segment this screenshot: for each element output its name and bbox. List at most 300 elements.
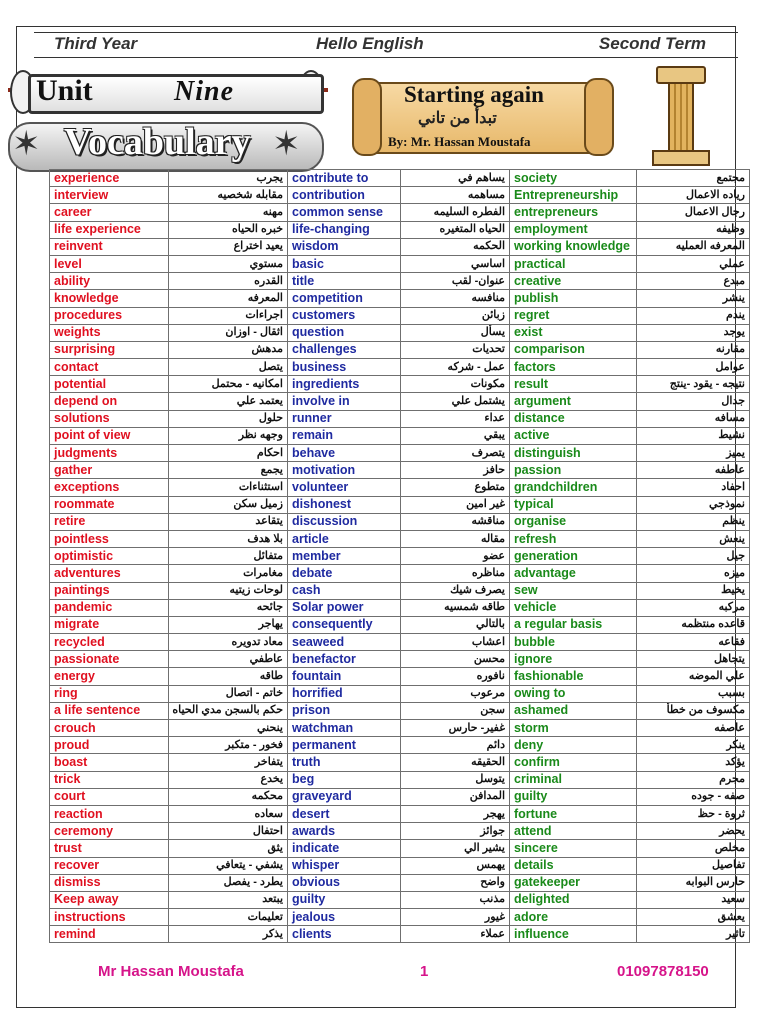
word-english: details xyxy=(510,857,637,874)
word-arabic: يتصرف xyxy=(401,445,510,462)
word-arabic: يوجد xyxy=(637,324,750,341)
word-arabic: غير امين xyxy=(401,496,510,513)
table-row xyxy=(50,255,750,272)
word-arabic: ميزه xyxy=(637,565,750,582)
word-arabic: عضو xyxy=(401,548,510,565)
word-english: career xyxy=(50,204,169,221)
word-arabic: عملي xyxy=(637,255,750,272)
word-arabic: يسأل xyxy=(401,324,510,341)
word-arabic: حافز xyxy=(401,462,510,479)
footer-phone: 01097878150 xyxy=(617,963,709,980)
table-row xyxy=(50,187,750,204)
word-arabic: مقارنه xyxy=(637,341,750,358)
pillar-icon xyxy=(632,66,722,164)
word-english: prison xyxy=(288,702,401,719)
word-english: creative xyxy=(510,273,637,290)
unit-number: Nine xyxy=(174,76,234,107)
word-english: weights xyxy=(50,324,169,341)
word-english: practical xyxy=(510,255,637,272)
word-arabic: اثقال - اوزان xyxy=(169,324,288,341)
table-row xyxy=(50,754,750,771)
word-arabic: يساهم في xyxy=(401,170,510,187)
table-row xyxy=(50,513,750,530)
table-row xyxy=(50,238,750,255)
word-arabic: متفائل xyxy=(169,548,288,565)
word-arabic: اعشاب xyxy=(401,634,510,651)
word-arabic: امكانيه - محتمل xyxy=(169,376,288,393)
table-row xyxy=(50,479,750,496)
word-english: customers xyxy=(288,307,401,324)
word-english: distance xyxy=(510,410,637,427)
word-english: pointless xyxy=(50,530,169,547)
word-english: surprising xyxy=(50,341,169,358)
word-english: consequently xyxy=(288,616,401,633)
word-english: potential xyxy=(50,376,169,393)
word-english: exceptions xyxy=(50,479,169,496)
word-english: obvious xyxy=(288,874,401,891)
table-row xyxy=(50,170,750,187)
table-row xyxy=(50,805,750,822)
word-english: remind xyxy=(50,926,169,943)
word-english: debate xyxy=(288,565,401,582)
word-english: working knowledge xyxy=(510,238,637,255)
word-english: passionate xyxy=(50,651,169,668)
table-row xyxy=(50,204,750,221)
word-english: volunteer xyxy=(288,479,401,496)
word-english: attend xyxy=(510,823,637,840)
word-arabic: سعيد xyxy=(637,891,750,908)
word-english: Keep away xyxy=(50,891,169,908)
word-arabic: سعاده xyxy=(169,805,288,822)
word-english: interview xyxy=(50,187,169,204)
word-arabic: تحديات xyxy=(401,341,510,358)
word-arabic: يجرب xyxy=(169,170,288,187)
word-arabic: عملاء xyxy=(401,926,510,943)
table-row xyxy=(50,685,750,702)
word-arabic: طاقه xyxy=(169,668,288,685)
word-arabic: يهاجر xyxy=(169,616,288,633)
word-arabic: مناظره xyxy=(401,565,510,582)
word-arabic: يشير الي xyxy=(401,840,510,857)
word-arabic: ينظم xyxy=(637,513,750,530)
word-arabic: تفاصيل xyxy=(637,857,750,874)
table-row xyxy=(50,359,750,376)
word-english: distinguish xyxy=(510,445,637,462)
word-arabic: اساسي xyxy=(401,255,510,272)
word-arabic: تعليمات xyxy=(169,909,288,926)
word-english: fortune xyxy=(510,805,637,822)
word-english: grandchildren xyxy=(510,479,637,496)
word-english: exist xyxy=(510,324,637,341)
word-english: indicate xyxy=(288,840,401,857)
word-arabic: جيل xyxy=(637,548,750,565)
page-header xyxy=(34,32,738,58)
word-arabic: منافسه xyxy=(401,290,510,307)
word-arabic: بالتالي xyxy=(401,616,510,633)
word-arabic: يتفاخر xyxy=(169,754,288,771)
word-arabic: واضح xyxy=(401,874,510,891)
word-english: vehicle xyxy=(510,599,637,616)
word-english: employment xyxy=(510,221,637,238)
word-arabic: عداء xyxy=(401,410,510,427)
word-english: member xyxy=(288,548,401,565)
word-english: pandemic xyxy=(50,599,169,616)
word-arabic: نتيجه - يقود -ينتج xyxy=(637,376,750,393)
word-english: adventures xyxy=(50,565,169,582)
word-arabic: يطرد - يفصل xyxy=(169,874,288,891)
word-arabic: حكم بالسجن مدي الحياه xyxy=(169,702,288,719)
word-english: point of view xyxy=(50,427,169,444)
word-english: bubble xyxy=(510,634,637,651)
word-arabic: ينعش xyxy=(637,530,750,547)
table-row xyxy=(50,909,750,926)
word-arabic: مركبه xyxy=(637,599,750,616)
word-english: factors xyxy=(510,359,637,376)
word-english: generation xyxy=(510,548,637,565)
word-arabic: مخلص xyxy=(637,840,750,857)
word-english: adore xyxy=(510,909,637,926)
word-arabic: مقابله شخصيه xyxy=(169,187,288,204)
word-arabic: يصرف شيك xyxy=(401,582,510,599)
word-arabic: مقاله xyxy=(401,530,510,547)
word-arabic: احتفال xyxy=(169,823,288,840)
word-arabic: خاتم - اتصال xyxy=(169,685,288,702)
word-arabic: مغامرات xyxy=(169,565,288,582)
word-english: reaction xyxy=(50,805,169,822)
word-arabic: يتجاهل xyxy=(637,651,750,668)
word-english: beg xyxy=(288,771,401,788)
table-row xyxy=(50,874,750,891)
word-english: life-changing xyxy=(288,221,401,238)
word-arabic: عاصفه xyxy=(637,720,750,737)
word-arabic: يجمع xyxy=(169,462,288,479)
star-icon: ✶ xyxy=(12,125,41,163)
word-english: migrate xyxy=(50,616,169,633)
table-row xyxy=(50,496,750,513)
word-english: dishonest xyxy=(288,496,401,513)
word-english: refresh xyxy=(510,530,637,547)
word-english: contribute to xyxy=(288,170,401,187)
word-arabic: جوائز xyxy=(401,823,510,840)
table-row xyxy=(50,273,750,290)
word-arabic: مكسوف من خطأ xyxy=(637,702,750,719)
word-english: comparison xyxy=(510,341,637,358)
word-english: discussion xyxy=(288,513,401,530)
word-arabic: نشيط xyxy=(637,427,750,444)
word-english: Entrepreneurship xyxy=(510,187,637,204)
word-arabic: رياده الاعمال xyxy=(637,187,750,204)
word-arabic: الحكمه xyxy=(401,238,510,255)
word-english: involve in xyxy=(288,393,401,410)
word-english: paintings xyxy=(50,582,169,599)
word-english: ring xyxy=(50,685,169,702)
word-arabic: جدال xyxy=(637,393,750,410)
table-row xyxy=(50,221,750,238)
word-english: level xyxy=(50,255,169,272)
word-arabic: محسن xyxy=(401,651,510,668)
word-english: question xyxy=(288,324,401,341)
word-english: gather xyxy=(50,462,169,479)
word-arabic: ينشر xyxy=(637,290,750,307)
word-english: confirm xyxy=(510,754,637,771)
word-english: life experience xyxy=(50,221,169,238)
word-english: trick xyxy=(50,771,169,788)
table-row xyxy=(50,857,750,874)
word-english: whisper xyxy=(288,857,401,874)
word-arabic: يهمس xyxy=(401,857,510,874)
word-english: depend on xyxy=(50,393,169,410)
table-row xyxy=(50,702,750,719)
word-arabic: قاعده منتظمه xyxy=(637,616,750,633)
word-english: boast xyxy=(50,754,169,771)
word-arabic: متطوع xyxy=(401,479,510,496)
word-english: reinvent xyxy=(50,238,169,255)
word-english: roommate xyxy=(50,496,169,513)
table-row xyxy=(50,840,750,857)
star-icon: ✶ xyxy=(272,125,301,163)
word-english: publish xyxy=(510,290,637,307)
word-arabic: مبدع xyxy=(637,273,750,290)
word-arabic: مهنه xyxy=(169,204,288,221)
word-arabic: طاقه شمسيه xyxy=(401,599,510,616)
word-english: fashionable xyxy=(510,668,637,685)
word-arabic: رجال الاعمال xyxy=(637,204,750,221)
word-english: gatekeeper xyxy=(510,874,637,891)
word-english: delighted xyxy=(510,891,637,908)
word-english: entrepreneurs xyxy=(510,204,637,221)
word-arabic: علي الموضه xyxy=(637,668,750,685)
table-row xyxy=(50,599,750,616)
word-arabic: احكام xyxy=(169,445,288,462)
table-row xyxy=(50,462,750,479)
word-arabic: الحقيقه xyxy=(401,754,510,771)
word-arabic: يعشق xyxy=(637,909,750,926)
table-row xyxy=(50,376,750,393)
word-arabic: الحياه المتغيره xyxy=(401,221,510,238)
word-arabic: يبقي xyxy=(401,427,510,444)
word-arabic: الفطره السليمه xyxy=(401,204,510,221)
scroll-roll-left xyxy=(352,78,382,156)
table-row xyxy=(50,771,750,788)
word-arabic: ينكر xyxy=(637,737,750,754)
word-english: truth xyxy=(288,754,401,771)
word-english: ingredients xyxy=(288,376,401,393)
word-arabic: يشفي - يتعافي xyxy=(169,857,288,874)
table-row xyxy=(50,324,750,341)
word-english: sincere xyxy=(510,840,637,857)
word-english: runner xyxy=(288,410,401,427)
word-english: ability xyxy=(50,273,169,290)
word-english: permanent xyxy=(288,737,401,754)
word-english: ignore xyxy=(510,651,637,668)
word-arabic: اجراءات xyxy=(169,307,288,324)
word-arabic: يخدع xyxy=(169,771,288,788)
word-english: criminal xyxy=(510,771,637,788)
word-arabic: مسافه xyxy=(637,410,750,427)
word-arabic: المعرفه xyxy=(169,290,288,307)
word-arabic: استثناءات xyxy=(169,479,288,496)
word-arabic: دائم xyxy=(401,737,510,754)
word-arabic: يندم xyxy=(637,307,750,324)
word-arabic: عنوان- لقب xyxy=(401,273,510,290)
word-arabic: بلا هدف xyxy=(169,530,288,547)
word-english: a life sentence xyxy=(50,702,169,719)
table-row xyxy=(50,668,750,685)
header-book: Hello English xyxy=(316,34,424,53)
vocabulary-table xyxy=(49,169,750,943)
word-english: influence xyxy=(510,926,637,943)
word-english: competition xyxy=(288,290,401,307)
word-english: retire xyxy=(50,513,169,530)
word-english: seaweed xyxy=(288,634,401,651)
word-arabic: مرعوب xyxy=(401,685,510,702)
word-arabic: وجهه نظر xyxy=(169,427,288,444)
word-english: owing to xyxy=(510,685,637,702)
word-arabic: مناقشه xyxy=(401,513,510,530)
lesson-author: By: Mr. Hassan Moustafa xyxy=(388,134,531,149)
word-english: advantage xyxy=(510,565,637,582)
word-arabic: حلول xyxy=(169,410,288,427)
word-english: optimistic xyxy=(50,548,169,565)
word-english: result xyxy=(510,376,637,393)
word-english: society xyxy=(510,170,637,187)
word-arabic: مستوي xyxy=(169,255,288,272)
table-row xyxy=(50,393,750,410)
word-english: awards xyxy=(288,823,401,840)
word-english: trust xyxy=(50,840,169,857)
word-english: court xyxy=(50,788,169,805)
table-row xyxy=(50,737,750,754)
footer-author: Mr Hassan Moustafa xyxy=(98,963,244,980)
word-english: sew xyxy=(510,582,637,599)
word-arabic: فخور - متكبر xyxy=(169,737,288,754)
word-english: typical xyxy=(510,496,637,513)
word-english: title xyxy=(288,273,401,290)
word-arabic: محكمه xyxy=(169,788,288,805)
word-arabic: يعيد اختراع xyxy=(169,238,288,255)
word-arabic: عاطفه xyxy=(637,462,750,479)
lesson-title-arabic: تبدأ من تاني xyxy=(418,110,497,127)
word-arabic: مدهش xyxy=(169,341,288,358)
word-english: solutions xyxy=(50,410,169,427)
word-arabic: يبتعد xyxy=(169,891,288,908)
word-english: business xyxy=(288,359,401,376)
word-arabic: يعتمد علي xyxy=(169,393,288,410)
word-english: wisdom xyxy=(288,238,401,255)
word-english: basic xyxy=(288,255,401,272)
word-arabic: وظيفه xyxy=(637,221,750,238)
word-arabic: مجتمع xyxy=(637,170,750,187)
word-english: ashamed xyxy=(510,702,637,719)
word-arabic: يشتمل علي xyxy=(401,393,510,410)
table-row xyxy=(50,548,750,565)
word-english: regret xyxy=(510,307,637,324)
word-arabic: زبائن xyxy=(401,307,510,324)
word-arabic: ينحني xyxy=(169,720,288,737)
word-arabic: معاد تدويره xyxy=(169,634,288,651)
table-row xyxy=(50,616,750,633)
word-arabic: فقاعه xyxy=(637,634,750,651)
word-english: proud xyxy=(50,737,169,754)
word-arabic: عاطفي xyxy=(169,651,288,668)
table-row xyxy=(50,341,750,358)
word-english: knowledge xyxy=(50,290,169,307)
word-english: motivation xyxy=(288,462,401,479)
word-english: cash xyxy=(288,582,401,599)
word-arabic: احفاد xyxy=(637,479,750,496)
word-english: experience xyxy=(50,170,169,187)
word-arabic: يميز xyxy=(637,445,750,462)
word-arabic: مجرم xyxy=(637,771,750,788)
word-arabic: غفير- حارس xyxy=(401,720,510,737)
word-english: contribution xyxy=(288,187,401,204)
word-english: behave xyxy=(288,445,401,462)
word-english: guilty xyxy=(288,891,401,908)
word-english: graveyard xyxy=(288,788,401,805)
table-row xyxy=(50,926,750,943)
word-arabic: يؤكد xyxy=(637,754,750,771)
word-arabic: يذكر xyxy=(169,926,288,943)
vocabulary-title: Vocabulary xyxy=(64,121,251,163)
word-english: deny xyxy=(510,737,637,754)
table-row xyxy=(50,788,750,805)
word-english: fountain xyxy=(288,668,401,685)
word-arabic: خبره الحياه xyxy=(169,221,288,238)
header-term: Second Term xyxy=(598,34,706,53)
word-arabic: يتصل xyxy=(169,359,288,376)
word-english: argument xyxy=(510,393,637,410)
table-row xyxy=(50,445,750,462)
word-arabic: يتوسل xyxy=(401,771,510,788)
word-english: article xyxy=(288,530,401,547)
word-arabic: نموذجي xyxy=(637,496,750,513)
word-arabic: عوامل xyxy=(637,359,750,376)
word-english: instructions xyxy=(50,909,169,926)
word-arabic: بسبب xyxy=(637,685,750,702)
word-english: common sense xyxy=(288,204,401,221)
word-english: watchman xyxy=(288,720,401,737)
word-english: contact xyxy=(50,359,169,376)
word-english: a regular basis xyxy=(510,616,637,633)
table-row xyxy=(50,565,750,582)
word-english: jealous xyxy=(288,909,401,926)
word-arabic: غيور xyxy=(401,909,510,926)
word-english: recover xyxy=(50,857,169,874)
word-arabic: مساهمه xyxy=(401,187,510,204)
unit-word: Unit xyxy=(36,74,93,107)
table-row xyxy=(50,634,750,651)
word-arabic: لوحات زيتيه xyxy=(169,582,288,599)
word-english: judgments xyxy=(50,445,169,462)
word-arabic: صفه - جوده xyxy=(637,788,750,805)
table-row xyxy=(50,582,750,599)
word-arabic: جائحه xyxy=(169,599,288,616)
word-arabic: المعرفه العمليه xyxy=(637,238,750,255)
word-arabic: عمل - شركه xyxy=(401,359,510,376)
table-row xyxy=(50,720,750,737)
word-arabic: يخيط xyxy=(637,582,750,599)
word-arabic: مكونات xyxy=(401,376,510,393)
word-english: benefactor xyxy=(288,651,401,668)
table-row xyxy=(50,410,750,427)
word-english: dismiss xyxy=(50,874,169,891)
table-row xyxy=(50,651,750,668)
table-row xyxy=(50,307,750,324)
word-english: energy xyxy=(50,668,169,685)
word-arabic: يحضر xyxy=(637,823,750,840)
word-english: guilty xyxy=(510,788,637,805)
word-arabic: يهجر xyxy=(401,805,510,822)
